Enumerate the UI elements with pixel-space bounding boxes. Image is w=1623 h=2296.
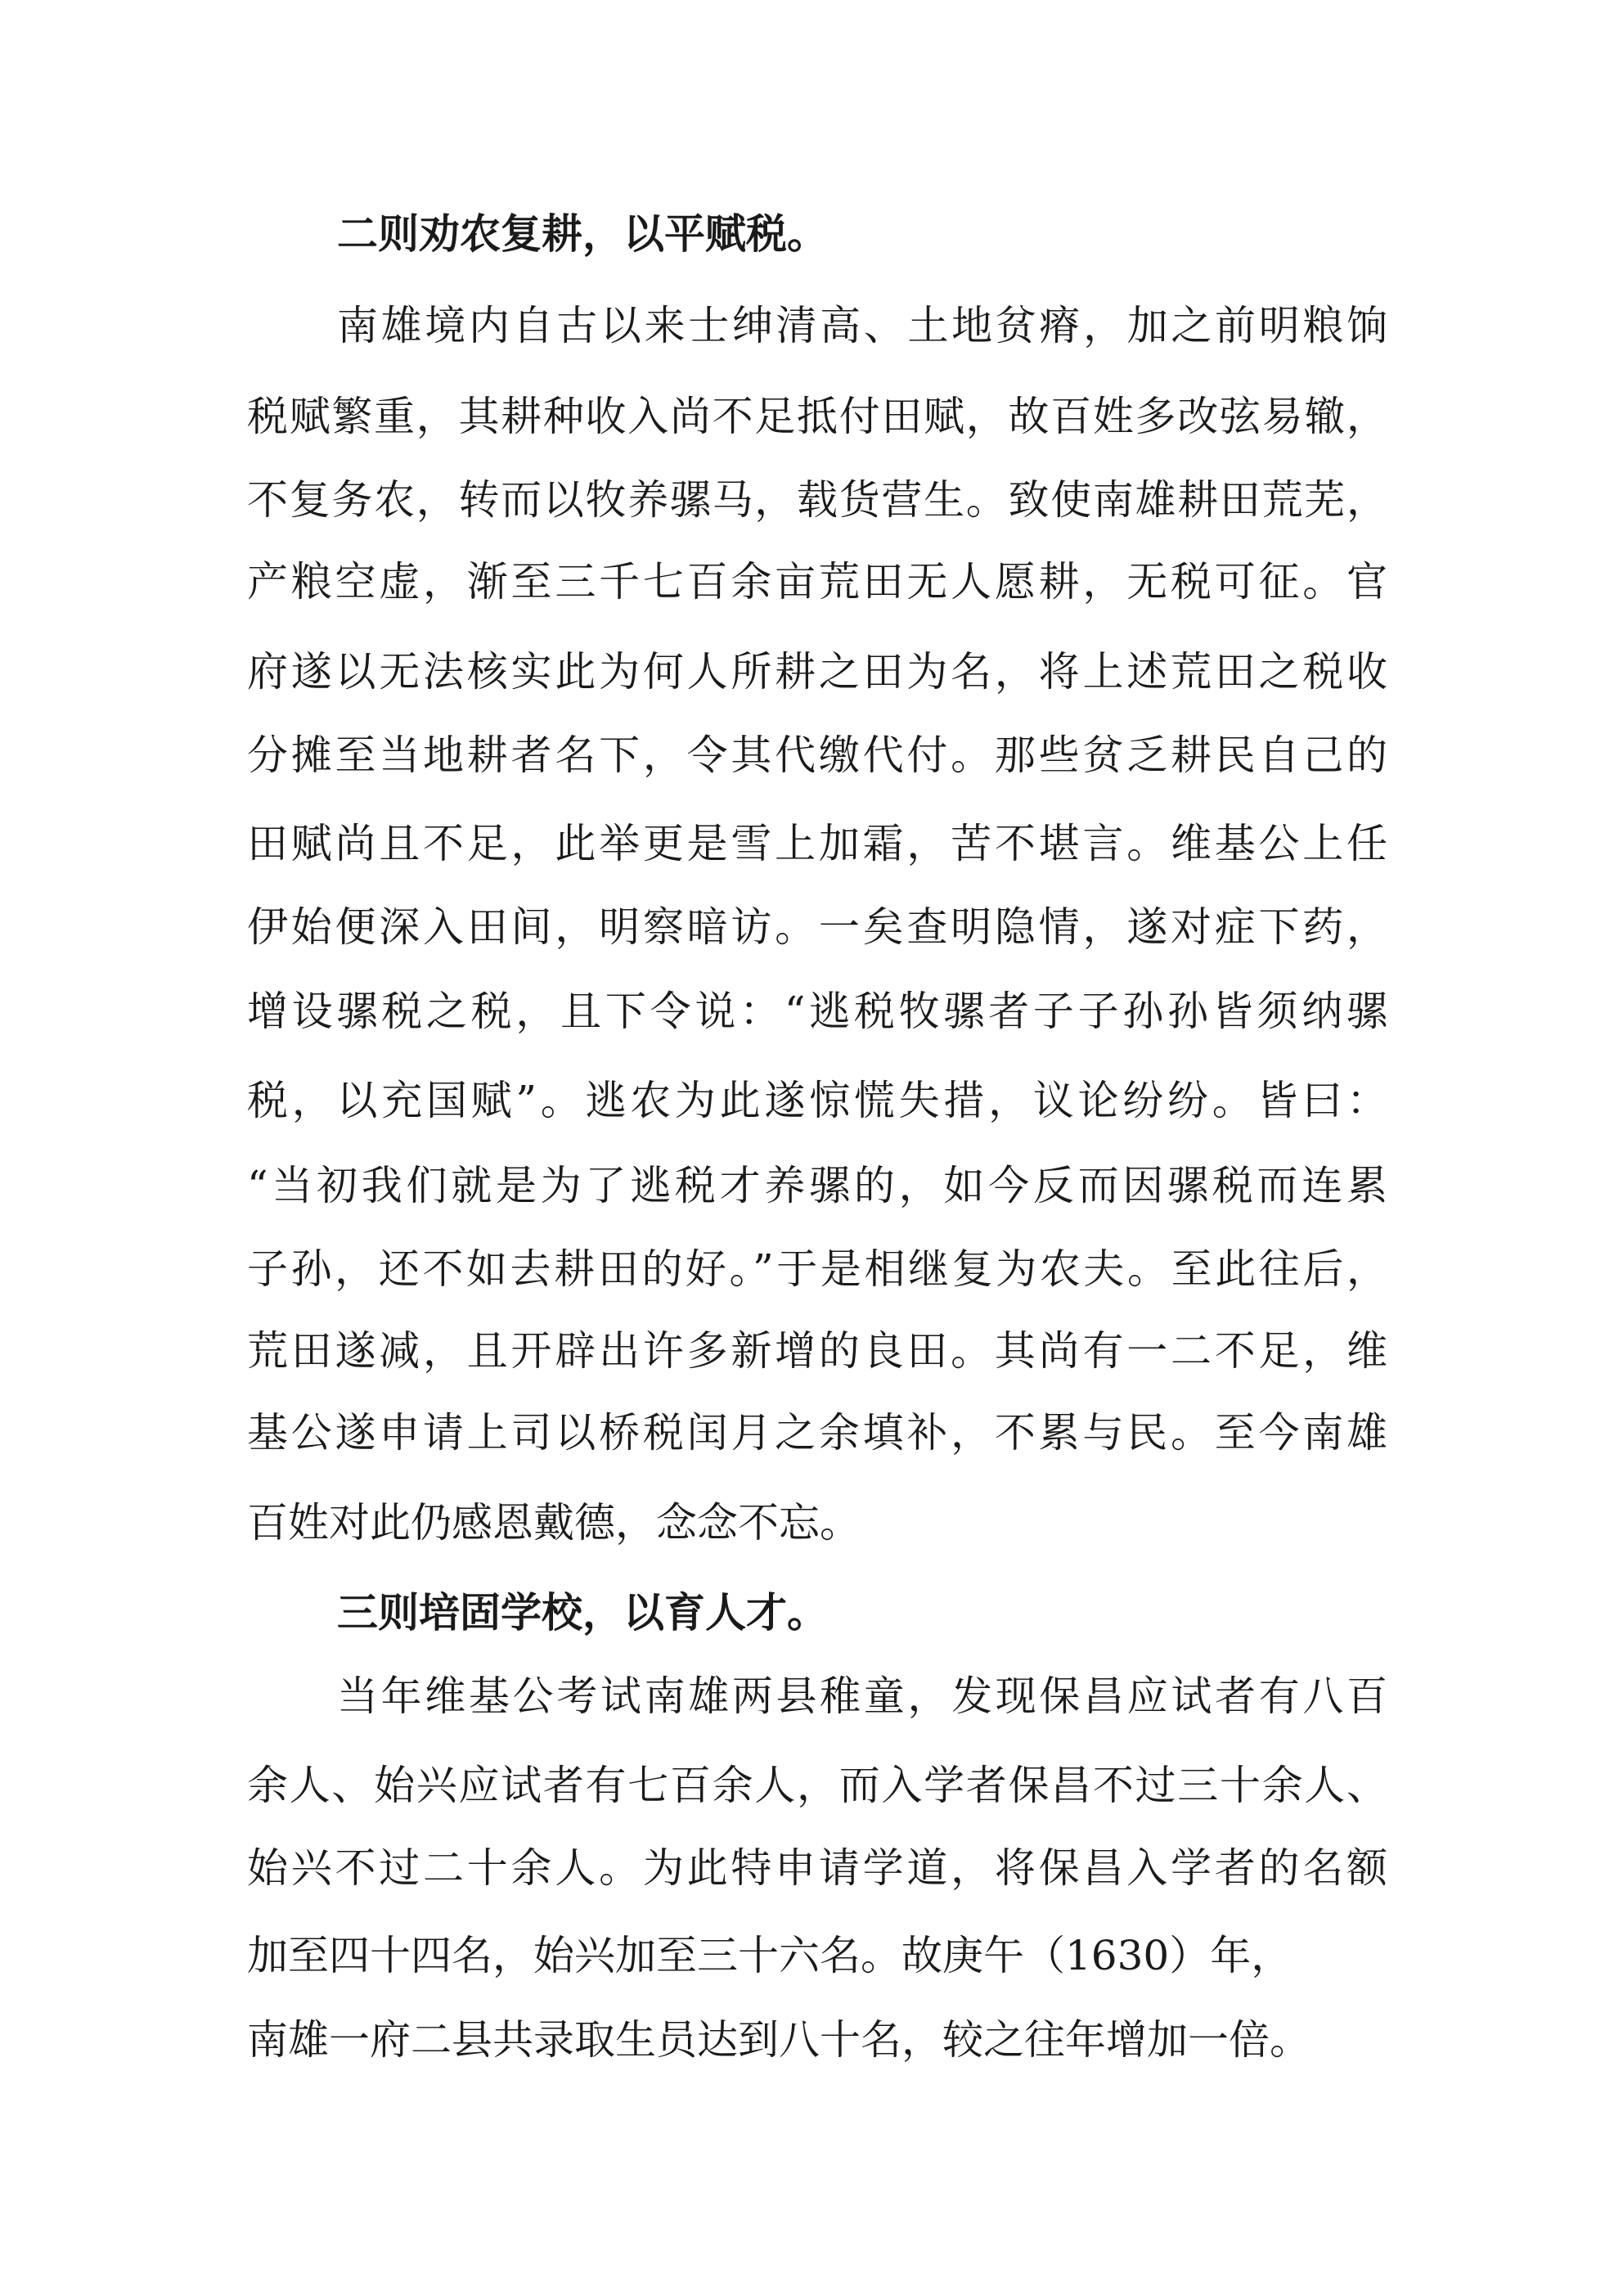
paragraph-line: 税赋繁重，其耕种收入尚不足抵付田赋，故百姓多改弦易辙， xyxy=(247,393,1387,440)
paragraph-line: 田赋尚且不足，此举更是雪上加霜，苦不堪言。维基公上任 xyxy=(247,820,1387,867)
paragraph-line: 伊始便深入田间，明察暗访。一矣查明隐情，遂对症下药， xyxy=(247,903,1387,951)
paragraph-line: 基公遂申请上司以桥税闰月之余填补，不累与民。至今南雄 xyxy=(247,1409,1387,1456)
paragraph-line: 分摊至当地耕者名下，令其代缴代付。那些贫乏耕民自己的 xyxy=(247,732,1387,779)
paragraph-line: “当初我们就是为了逃税才养骡的，如今反而因骡税而连累 xyxy=(247,1162,1387,1209)
paragraph-line: 产粮空虚，渐至三千七百余亩荒田无人愿耕，无税可征。官 xyxy=(247,558,1387,606)
section-heading-2: 二则劝农复耕，以平赋税。 xyxy=(337,209,828,258)
paragraph-line: 余人、始兴应试者有七百余人，而入学者保昌不过三十余人、 xyxy=(247,1762,1387,1809)
paragraph-line: 府遂以无法核实此为何人所耕之田为名，将上述荒田之税收 xyxy=(247,648,1387,696)
paragraph-line: 当年维基公考试南雄两县稚童，发现保昌应试者有八百 xyxy=(337,1672,1387,1720)
paragraph-line: 百姓对此仍感恩戴德，念念不忘。 xyxy=(247,1499,861,1546)
paragraph-line: 税，以充国赋”。逃农为此遂惊慌失措，议论纷纷。皆曰： xyxy=(247,1077,1387,1124)
paragraph-line: 子孙，还不如去耕田的好。”于是相继复为农夫。至此往后， xyxy=(247,1245,1387,1293)
section-heading-3: 三则培固学校，以育人才。 xyxy=(337,1588,828,1636)
paragraph-line: 加至四十四名，始兴加至三十六名。故庚午（1630）年， xyxy=(247,1932,1293,1979)
paragraph-line: 南雄一府二县共录取生员达到八十名，较之往年增加一倍。 xyxy=(247,2016,1311,2064)
paragraph-line: 不复务农，转而以牧养骡马，载货营生。致使南雄耕田荒芜， xyxy=(247,476,1387,524)
paragraph-line: 荒田遂减，且开辟出许多新增的良田。其尚有一二不足，维 xyxy=(247,1327,1387,1375)
paragraph-line: 始兴不过二十余人。为此特申请学道，将保昌入学者的名额 xyxy=(247,1844,1387,1892)
paragraph-line: 增设骡税之税，且下令说：“逃税牧骡者子子孙孙皆须纳骡 xyxy=(247,988,1387,1035)
paragraph-line: 南雄境内自古以来士绅清高、土地贫瘠，加之前明粮饷 xyxy=(337,302,1387,349)
